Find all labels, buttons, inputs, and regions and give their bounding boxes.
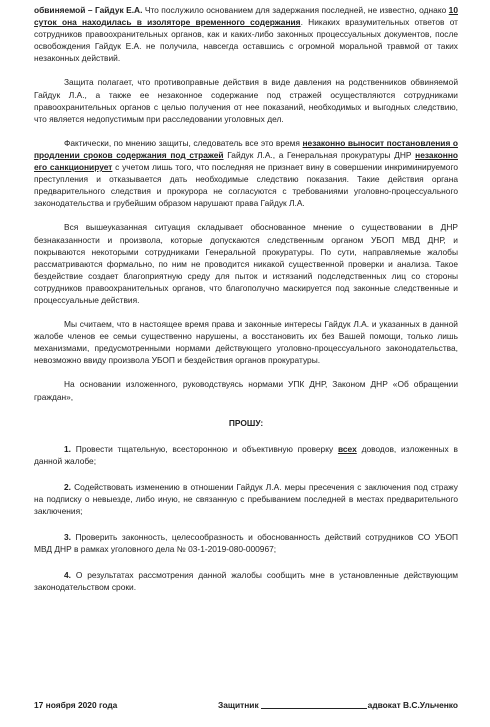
paragraph-defense-position: Защита полагает, что противоправные действия в виде давления на родственников обвиняемой Гайдук Л.А., а также ее незаконное содержание под стражей осуществляются сотрудниками правоохранительных органов с целью получения от нее показаний, необходимых и выгодных следствию, что является недопустимым при расследовании уголовных дел. [34, 77, 458, 124]
request-heading: ПРОШУ: [228, 417, 264, 428]
request-item-4: 4. О результатах рассмотрения данной жалобы сообщить мне в установленные действующим законодательством сроки. [34, 570, 458, 593]
paragraph-legal-basis: На основании изложенного, руководствуясь нормами УПК ДНР, Законом ДНР «Об обращении граждан», [34, 379, 458, 402]
signature-footer [34, 699, 458, 711]
paragraph-investigator: Фактически, по мнению защиты, следователь все это время незаконно выносит постановления о продлении сроков содержания под стражей Гайдук Л.А., а Генеральная прокуратуры ДНР незаконно его санкционирует с учетом лишь того, что последняя не признает вину в совершении инкриминируемого преступления и отказывается дать необходимые следствию показания. Такие действия органа предварительного следствия и прокурора не согласуются с требованиями уголовно-процессуального законодательства и грубейшим образом нарушают права Гайдук Л.А. [34, 137, 458, 209]
signature-block [218, 699, 458, 711]
document-date: 17 ноября 2020 года [34, 700, 118, 710]
request-item-3: 3. Проверить законность, целесообразность и обоснованность действий сотрудников СО УБОП МВД ДНР в рамках уголовного дела № 03-1-2019-080-000967; [34, 532, 458, 555]
paragraph-impunity: Вся вышеуказанная ситуация складывает обоснованное мнение о существовании в ДНР безнаказанности и произвола, которые допускаются следственным органом УБОП МВД ДНР, и покрываются некоторыми сотрудниками Генеральной прокуратуры. По сути, направляемые жалобы рассматриваются формально, по ним не проводится никакой существенной проверки и анализа. Такое бездействие создает благоприятную среду для пыток и истязаний подследственных лиц со стороны сотрудников правоохранительных органов, что благополучно маскируется под законные следственные и процессуальные действия. [34, 222, 458, 305]
document-body [34, 4, 458, 594]
request-item-1: 1. Провести тщательную, всесторонною и объективную проверку всех доводов, изложенных в данной жалобе; [34, 443, 458, 466]
defender-label: Защитник [218, 700, 259, 710]
extension-highlight: незаконно выносит постановления о продлении сроков содержания под стражей [34, 137, 458, 160]
detention-highlight: 10 суток она находилась в изоляторе временного содержания [34, 5, 458, 28]
signer-name: адвокат В.С.Ульченко [367, 700, 458, 710]
signature-line [261, 699, 367, 709]
paragraph-rights-violation: Мы считаем, что в настоящее время права и законные интересы Гайдук Л.А. и указанных в данной жалобе членов ее семьи существенно нарушены, а восстановить их без Вашей помощи, только лишь механизмами, предусмотренными нормами действующего уголовно-процессуального законодательства, невозможно ввиду произвола УБОП и бездействия органов прокуратуры. [34, 319, 458, 366]
paragraph-detention: обвиняемой – Гайдук Е.А. Что послужило основанием для задержания последней, не известно, однако 10 суток она находилась в изоляторе временного содержания. Никаких вразумительных ответов от сотрудников правоохранительных органов, как и каких-либо законных процессуальных документов, после освобождения Гайдук Е.А. не получила, навсегда оставшись с огромной моральной травмой от таких незаконных действий. [34, 5, 459, 64]
sanction-highlight: незаконно его санкционирует [34, 149, 458, 173]
accused-name: обвиняемой – Гайдук Е.А. [34, 5, 143, 15]
request-item-2: 2. Содействовать изменению в отношении Гайдук Л.А. меры пресечения с заключения под стражу на подписку о невыезде, либо иную, не связанную с пребыванием последней в местах предварительного заключения; [34, 481, 458, 517]
all-highlight: всех [337, 443, 357, 454]
